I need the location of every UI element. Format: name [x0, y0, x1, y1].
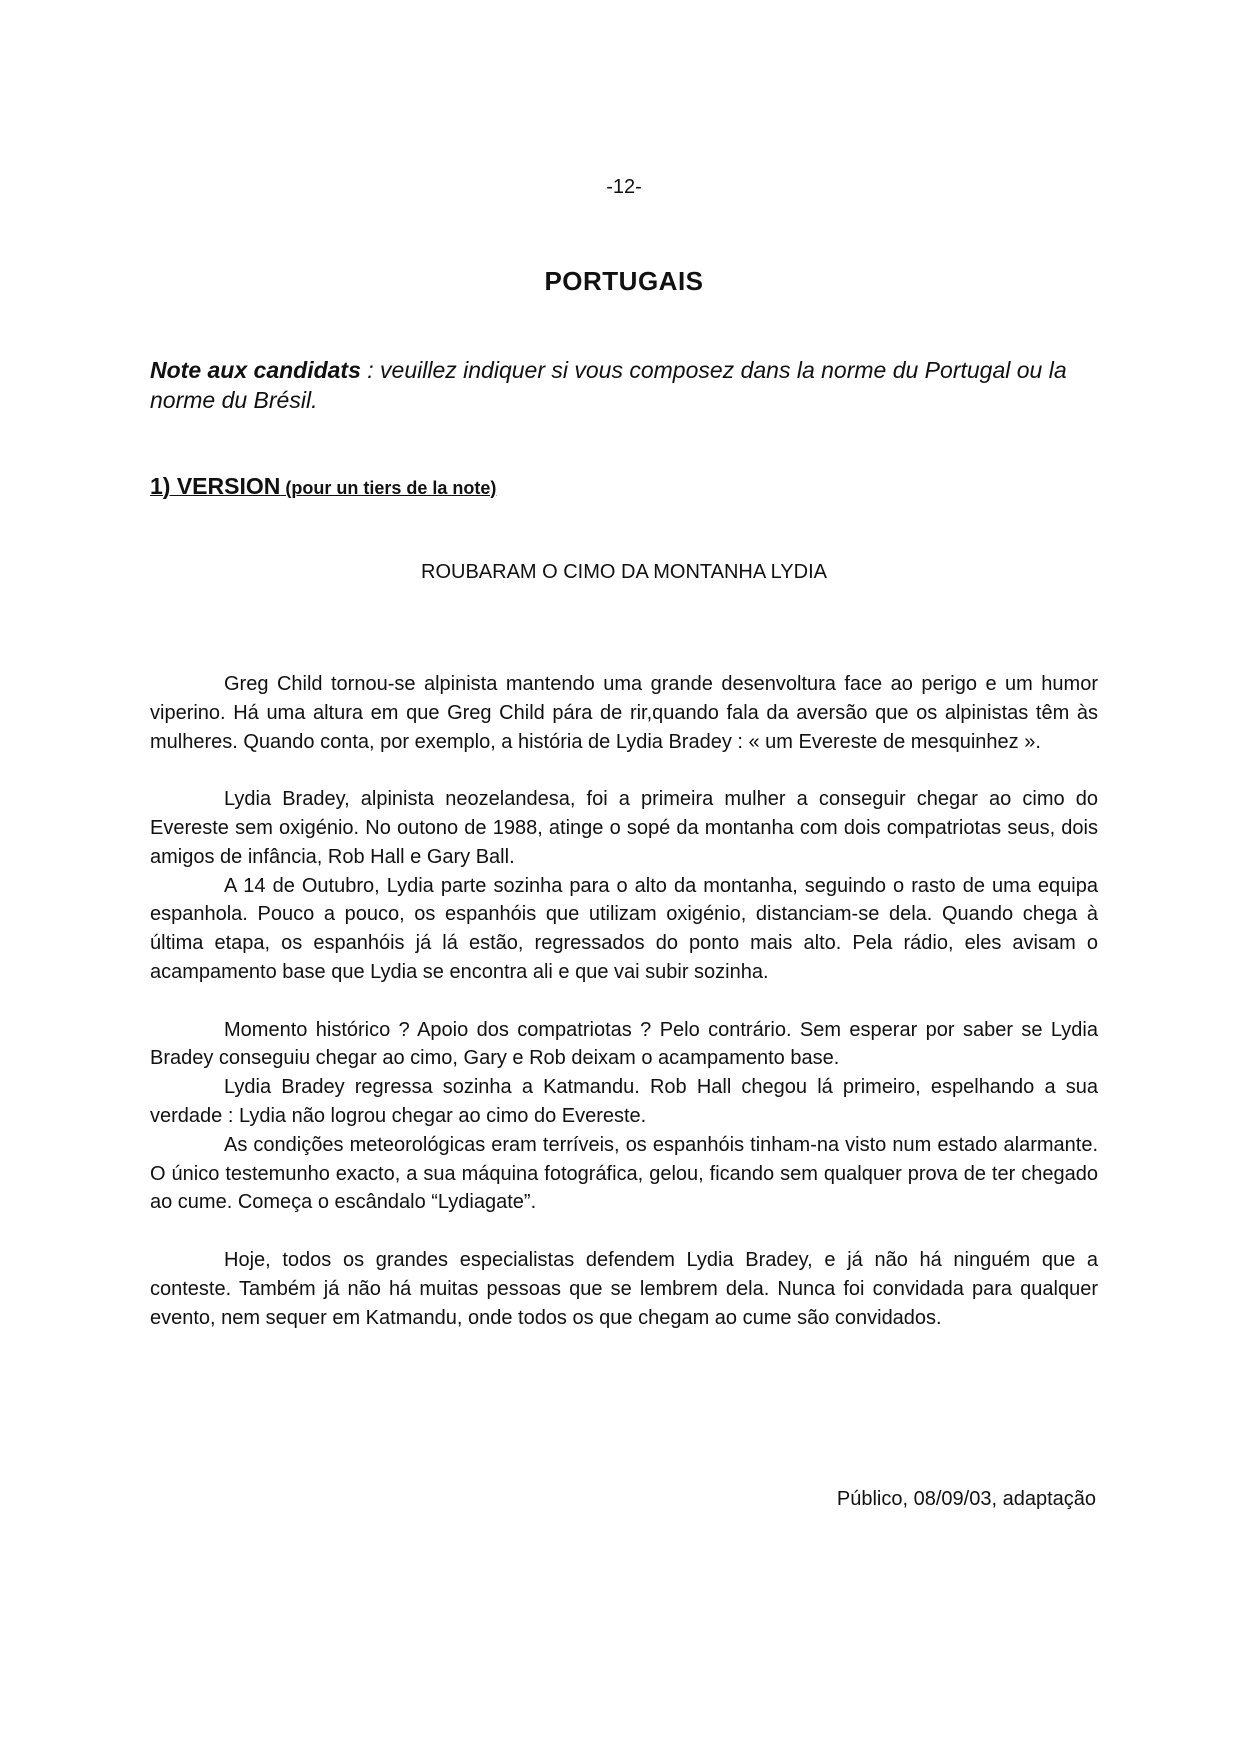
note-text: : veuillez indiquer si vous composez dans la norme du Portugal ou la norme du Brésil.: [150, 357, 1067, 413]
paragraph: Lydia Bradey regressa sozinha a Katmandu. Rob Hall chegou lá primeiro, espelhando a sua verdade : Lydia não logrou chegar ao cimo do Evereste.: [150, 1076, 1098, 1127]
source-citation: Público, 08/09/03, adaptação: [836, 1488, 1096, 1510]
section-subheading: (pour un tiers de la note): [280, 478, 497, 498]
candidate-note: [150, 355, 1095, 415]
paragraph: Lydia Bradey, alpinista neozelandesa, foi a primeira mulher a conseguir chegar ao cimo do Evereste sem oxigénio. No outono de 1988, atinge o sopé da montanha com dois compatriotas seus, dois amigos de infância, Rob Hall e Gary Ball.: [150, 788, 1098, 868]
note-label: Note aux candidats: [150, 357, 361, 383]
section-heading: [150, 473, 496, 500]
paragraph: Hoje, todos os grandes especialistas defendem Lydia Bradey, e já não há ninguém que a conteste. Também já não há muitas pessoas que se lembrem dela. Nunca foi convidada para qualquer evento, nem sequer em Katmandu, onde todos os que chegam ao cume são convidados.: [150, 1248, 1098, 1329]
text-title: ROUBARAM O CIMO DA MONTANHA LYDIA: [421, 561, 827, 583]
paragraph: A 14 de Outubro, Lydia parte sozinha para o alto da montanha, seguindo o rasto de uma equipa espanhola. Pouco a pouco, os espanhóis que utilizam oxigénio, distanciam-se dela. Quando chega à última etapa, os espanhóis já lá estão, regressados do ponto mais alto. Pela rádio, eles avisam o acampamento base que Lydia se encontra ali e que vai subir sozinha.: [150, 874, 1098, 983]
page-number: -12-: [606, 176, 642, 198]
paragraph: Greg Child tornou-se alpinista mantendo uma grande desenvoltura face ao perigo e um humor viperino. Há uma altura em que Greg Child pára de rir,quando fala da aversão que os alpinistas têm às mulheres. Quando conta, por exemplo, a história de Lydia Bradey : « um Evereste de mesquinhez ».: [150, 673, 1098, 753]
paragraph: As condições meteorológicas eram terríveis, os espanhóis tinham-na visto num estado alarmante. O único testemunho exacto, a sua máquina fotográfica, gelou, ficando sem qualquer prova de ter chegado ao cume. Começa o escândalo “Lydiagate”.: [150, 1133, 1098, 1214]
body-text: [150, 670, 1098, 1332]
page-title: PORTUGAIS: [544, 266, 704, 296]
paragraph: Momento histórico ? Apoio dos compatriotas ? Pelo contrário. Sem esperar por saber se Lydia Bradey conseguiu chegar ao cimo, Gary e Rob deixam o acampamento base.: [150, 1018, 1098, 1070]
section-heading-label: 1) VERSION: [150, 473, 281, 499]
